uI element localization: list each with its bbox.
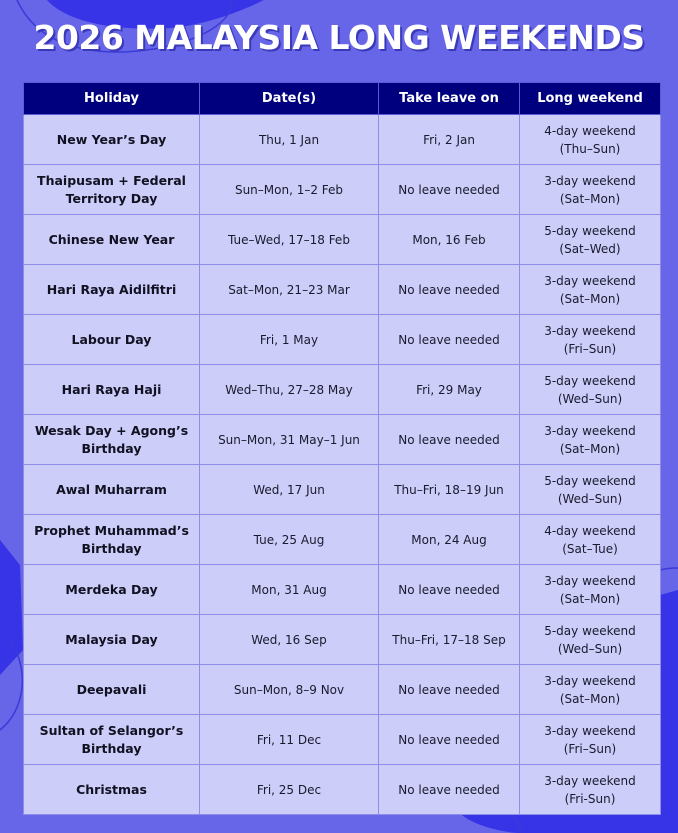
take-leave-cell: No leave needed: [379, 315, 520, 365]
take-leave-cell: Mon, 24 Aug: [379, 515, 520, 565]
dates-cell: Tue, 25 Aug: [200, 515, 379, 565]
table-row: [24, 215, 661, 265]
take-leave-cell: Fri, 2 Jan: [379, 115, 520, 165]
dates-cell: Wed–Thu, 27–28 May: [200, 365, 379, 415]
long-weekend-cell: [520, 115, 661, 165]
long-weekend-cell: [520, 415, 661, 465]
long-weekend-cell: [520, 565, 661, 615]
table-row: [24, 315, 661, 365]
weekend-span: (Sat–Mon): [559, 191, 621, 206]
weekend-span: (Sat–Mon): [559, 591, 621, 606]
weekend-length: 3-day weekend: [544, 323, 636, 338]
take-leave-cell: No leave needed: [379, 265, 520, 315]
weekend-length: 3-day weekend: [544, 773, 636, 788]
long-weekend-cell: [520, 665, 661, 715]
dates-cell: Fri, 11 Dec: [200, 715, 379, 765]
table-row: [24, 165, 661, 215]
long-weekend-cell: [520, 215, 661, 265]
weekend-length: 3-day weekend: [544, 173, 636, 188]
holiday-cell: Hari Raya Aidilfitri: [24, 265, 200, 315]
take-leave-cell: No leave needed: [379, 565, 520, 615]
weekend-length: 3-day weekend: [544, 723, 636, 738]
long-weekend-cell: [520, 265, 661, 315]
weekend-span: (Fri–Sun): [563, 341, 617, 356]
holiday-cell: Deepavali: [24, 665, 200, 715]
long-weekend-cell: [520, 165, 661, 215]
dates-cell: Mon, 31 Aug: [200, 565, 379, 615]
long-weekend-cell: [520, 465, 661, 515]
dates-cell: Sat–Mon, 21–23 Mar: [200, 265, 379, 315]
take-leave-cell: No leave needed: [379, 765, 520, 815]
dates-cell: Tue–Wed, 17–18 Feb: [200, 215, 379, 265]
weekend-length: 5-day weekend: [544, 373, 636, 388]
table-row: [24, 465, 661, 515]
dates-cell: Thu, 1 Jan: [200, 115, 379, 165]
column-header-long-weekend: Long weekend: [520, 83, 661, 115]
weekend-span: (Wed–Sun): [557, 391, 623, 406]
weekend-length: 3-day weekend: [544, 423, 636, 438]
table-row: [24, 515, 661, 565]
holiday-cell: Christmas: [24, 765, 200, 815]
table-row: [24, 765, 661, 815]
weekend-length: 4-day weekend: [544, 523, 636, 538]
weekend-length: 5-day weekend: [544, 623, 636, 638]
holiday-cell: Malaysia Day: [24, 615, 200, 665]
table-row: [24, 115, 661, 165]
column-header-take-leave-on: Take leave on: [379, 83, 520, 115]
dates-cell: Sun–Mon, 8–9 Nov: [200, 665, 379, 715]
take-leave-cell: No leave needed: [379, 165, 520, 215]
column-header-dates: Date(s): [200, 83, 379, 115]
take-leave-cell: Fri, 29 May: [379, 365, 520, 415]
take-leave-cell: No leave needed: [379, 715, 520, 765]
take-leave-cell: Mon, 16 Feb: [379, 215, 520, 265]
weekend-span: (Sat–Mon): [559, 691, 621, 706]
table-row: [24, 415, 661, 465]
holiday-cell: Chinese New Year: [24, 215, 200, 265]
page-title: 2026 MALAYSIA LONG WEEKENDS: [33, 18, 645, 57]
holiday-cell: Awal Muharram: [24, 465, 200, 515]
weekend-span: (Fri-Sun): [564, 791, 616, 806]
dates-cell: Wed, 17 Jun: [200, 465, 379, 515]
table-row: [24, 565, 661, 615]
long-weekend-cell: [520, 615, 661, 665]
weekend-length: 4-day weekend: [544, 123, 636, 138]
dates-cell: Sun–Mon, 1–2 Feb: [200, 165, 379, 215]
dates-cell: Sun–Mon, 31 May–1 Jun: [200, 415, 379, 465]
holiday-cell: Labour Day: [24, 315, 200, 365]
long-weekends-table: [23, 82, 661, 815]
weekend-length: 3-day weekend: [544, 273, 636, 288]
dates-cell: Wed, 16 Sep: [200, 615, 379, 665]
weekend-span: (Wed–Sun): [557, 641, 623, 656]
long-weekend-cell: [520, 315, 661, 365]
weekend-span: (Sat–Mon): [559, 291, 621, 306]
long-weekend-cell: [520, 515, 661, 565]
take-leave-cell: No leave needed: [379, 415, 520, 465]
holiday-cell: Sultan of Selangor’s Birthday: [24, 715, 200, 765]
table-row: [24, 715, 661, 765]
weekend-span: (Sat–Wed): [559, 241, 621, 256]
holiday-cell: Wesak Day + Agong’s Birthday: [24, 415, 200, 465]
take-leave-cell: No leave needed: [379, 665, 520, 715]
table-row: [24, 615, 661, 665]
weekend-span: (Wed–Sun): [557, 491, 623, 506]
table-row: [24, 265, 661, 315]
weekend-span: (Sat–Tue): [562, 541, 618, 556]
weekend-span: (Sat–Mon): [559, 441, 621, 456]
long-weekend-cell: [520, 765, 661, 815]
long-weekend-cell: [520, 715, 661, 765]
column-header-holiday: Holiday: [24, 83, 200, 115]
holiday-cell: New Year’s Day: [24, 115, 200, 165]
long-weekend-cell: [520, 365, 661, 415]
holiday-cell: Merdeka Day: [24, 565, 200, 615]
table-row: [24, 665, 661, 715]
dates-cell: Fri, 25 Dec: [200, 765, 379, 815]
weekend-span: (Fri–Sun): [563, 741, 617, 756]
weekend-span: (Thu–Sun): [559, 141, 621, 156]
holiday-cell: Prophet Muhammad’s Birthday: [24, 515, 200, 565]
weekend-length: 3-day weekend: [544, 573, 636, 588]
holiday-cell: Hari Raya Haji: [24, 365, 200, 415]
holiday-cell: Thaipusam + Federal Territory Day: [24, 165, 200, 215]
table-row: [24, 365, 661, 415]
weekend-length: 5-day weekend: [544, 223, 636, 238]
weekend-length: 3-day weekend: [544, 673, 636, 688]
take-leave-cell: Thu–Fri, 17–18 Sep: [379, 615, 520, 665]
take-leave-cell: Thu–Fri, 18–19 Jun: [379, 465, 520, 515]
weekend-length: 5-day weekend: [544, 473, 636, 488]
dates-cell: Fri, 1 May: [200, 315, 379, 365]
table-header-row: [24, 83, 661, 115]
